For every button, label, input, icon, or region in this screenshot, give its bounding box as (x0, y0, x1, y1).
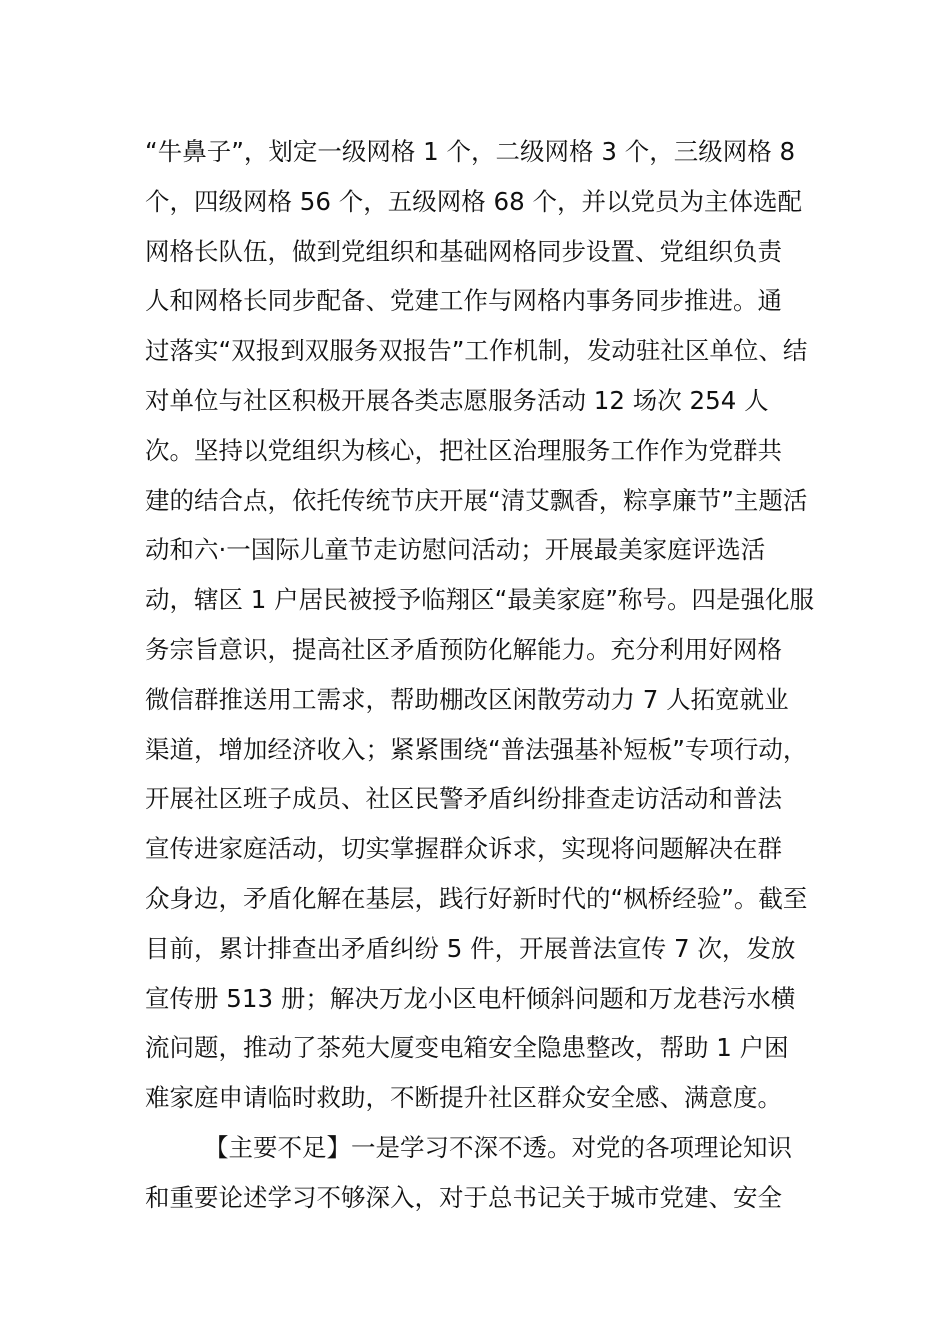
text-line: 目前，累计排查出矛盾纠纷 5 件，开展普法宣传 7 次，发放 (145, 933, 796, 963)
text-line: 开展社区班子成员、社区民警矛盾纠纷排查走访活动和普法 (145, 784, 782, 814)
text-line: 渠道，增加经济收入；紧紧围绕“普法强基补短板”专项行动， (145, 734, 808, 764)
text-line: 宣传进家庭活动，切实掌握群众诉求，实现将问题解决在群 (145, 834, 782, 864)
section-heading-line: 【主要不足】一是学习不深不透。对党的各项理论知识 (204, 1132, 792, 1162)
text-line: 和重要论述学习不够深入，对于总书记关于城市党建、安全 (145, 1182, 782, 1212)
text-line: 网格长队伍，做到党组织和基础网格同步设置、党组织负责 (145, 236, 782, 266)
text-line: 人和网格长同步配备、党建工作与网格内事务同步推进。通 (145, 286, 782, 316)
text-line: 次。坚持以党组织为核心，把社区治理服务工作作为党群共 (145, 435, 782, 465)
text-line: 建的结合点，依托传统节庆开展“清艾飘香，粽享廉节”主题活 (145, 485, 808, 515)
text-line: “牛鼻子”，划定一级网格 1 个，二级网格 3 个，三级网格 8 (145, 137, 796, 166)
text-line: 难家庭申请临时救助，不断提升社区群众安全感、满意度。 (145, 1083, 782, 1113)
text-line: 务宗旨意识，提高社区矛盾预防化解能力。充分利用好网格 (145, 634, 782, 664)
text-line: 对单位与社区积极开展各类志愿服务活动 12 场次 254 人 (145, 385, 769, 415)
text-line: 动，辖区 1 户居民被授予临翔区“最美家庭”称号。四是强化服 (145, 585, 815, 615)
text-line: 个，四级网格 56 个，五级网格 68 个，并以党员为主体选配 (145, 186, 802, 216)
text-line: 过落实“双报到双服务双报告”工作机制，发动驻社区单位、结 (145, 336, 808, 366)
text-line: 宣传册 513 册；解决万龙小区电杆倾斜问题和万龙巷污水横 (145, 983, 796, 1013)
body-text (145, 127, 815, 1223)
text-line: 微信群推送用工需求，帮助棚改区闲散劳动力 7 人拓宽就业 (145, 684, 789, 714)
text-line: 众身边，矛盾化解在基层，践行好新时代的“枫桥经验”。截至 (145, 883, 808, 913)
text-line: 流问题，推动了茶苑大厦变电箱安全隐患整改，帮助 1 户困 (145, 1033, 789, 1063)
text-line: 动和六·一国际儿童节走访慰问活动；开展最美家庭评选活 (145, 535, 766, 565)
